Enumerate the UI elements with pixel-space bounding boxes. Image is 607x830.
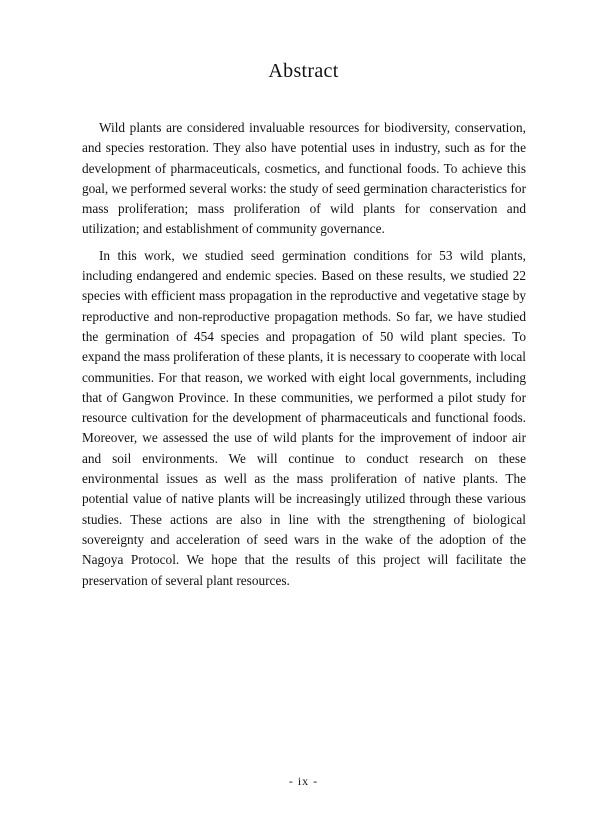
abstract-paragraph-2: In this work, we studied seed germination conditions for 53 wild plants, including endangered and endemic species. Based on these results, we studied 22 species with efficient mass propagation in the reproductive and vegetative stage by reproductive and non-reproductive propagation methods. So far, we have studied the germination of 454 species and propagation of 50 wild plant species. To expand the mass proliferation of these plants, it is necessary to cooperate with local communities. For that reason, we worked with eight local governments, including that of Gangwon Province. In these communities, we performed a pilot study for resource cultivation for the development of pharmaceuticals and functional foods. Moreover, we assessed the use of wild plants for the improvement of indoor air and soil environments. We will continue to conduct research on these environmental issues as well as the mass proliferation of native plants. The potential value of native plants will be increasingly utilized through these various studies. These actions are also in line with the strengthening of biological sovereignty and acceleration of seed wars in the wake of the adoption of the Nagoya Protocol. We hope that the results of this project will facilitate the preservation of several plant resources. bbox=[82, 247, 526, 588]
page-title: Abstract bbox=[268, 60, 339, 82]
abstract-body bbox=[82, 118, 526, 597]
page-number: - ix - bbox=[288, 774, 319, 788]
abstract-paragraph-1: Wild plants are considered invaluable resources for biodiversity, conservation, and species restoration. They also have potential uses in industry, such as for the development of pharmaceuticals, cosmetics, and functional foods. To achieve this goal, we performed several works: the study of seed germination characteristics for mass proliferation; mass proliferation of wild plants for conservation and utilization; and establishment of community governance. bbox=[82, 120, 526, 237]
